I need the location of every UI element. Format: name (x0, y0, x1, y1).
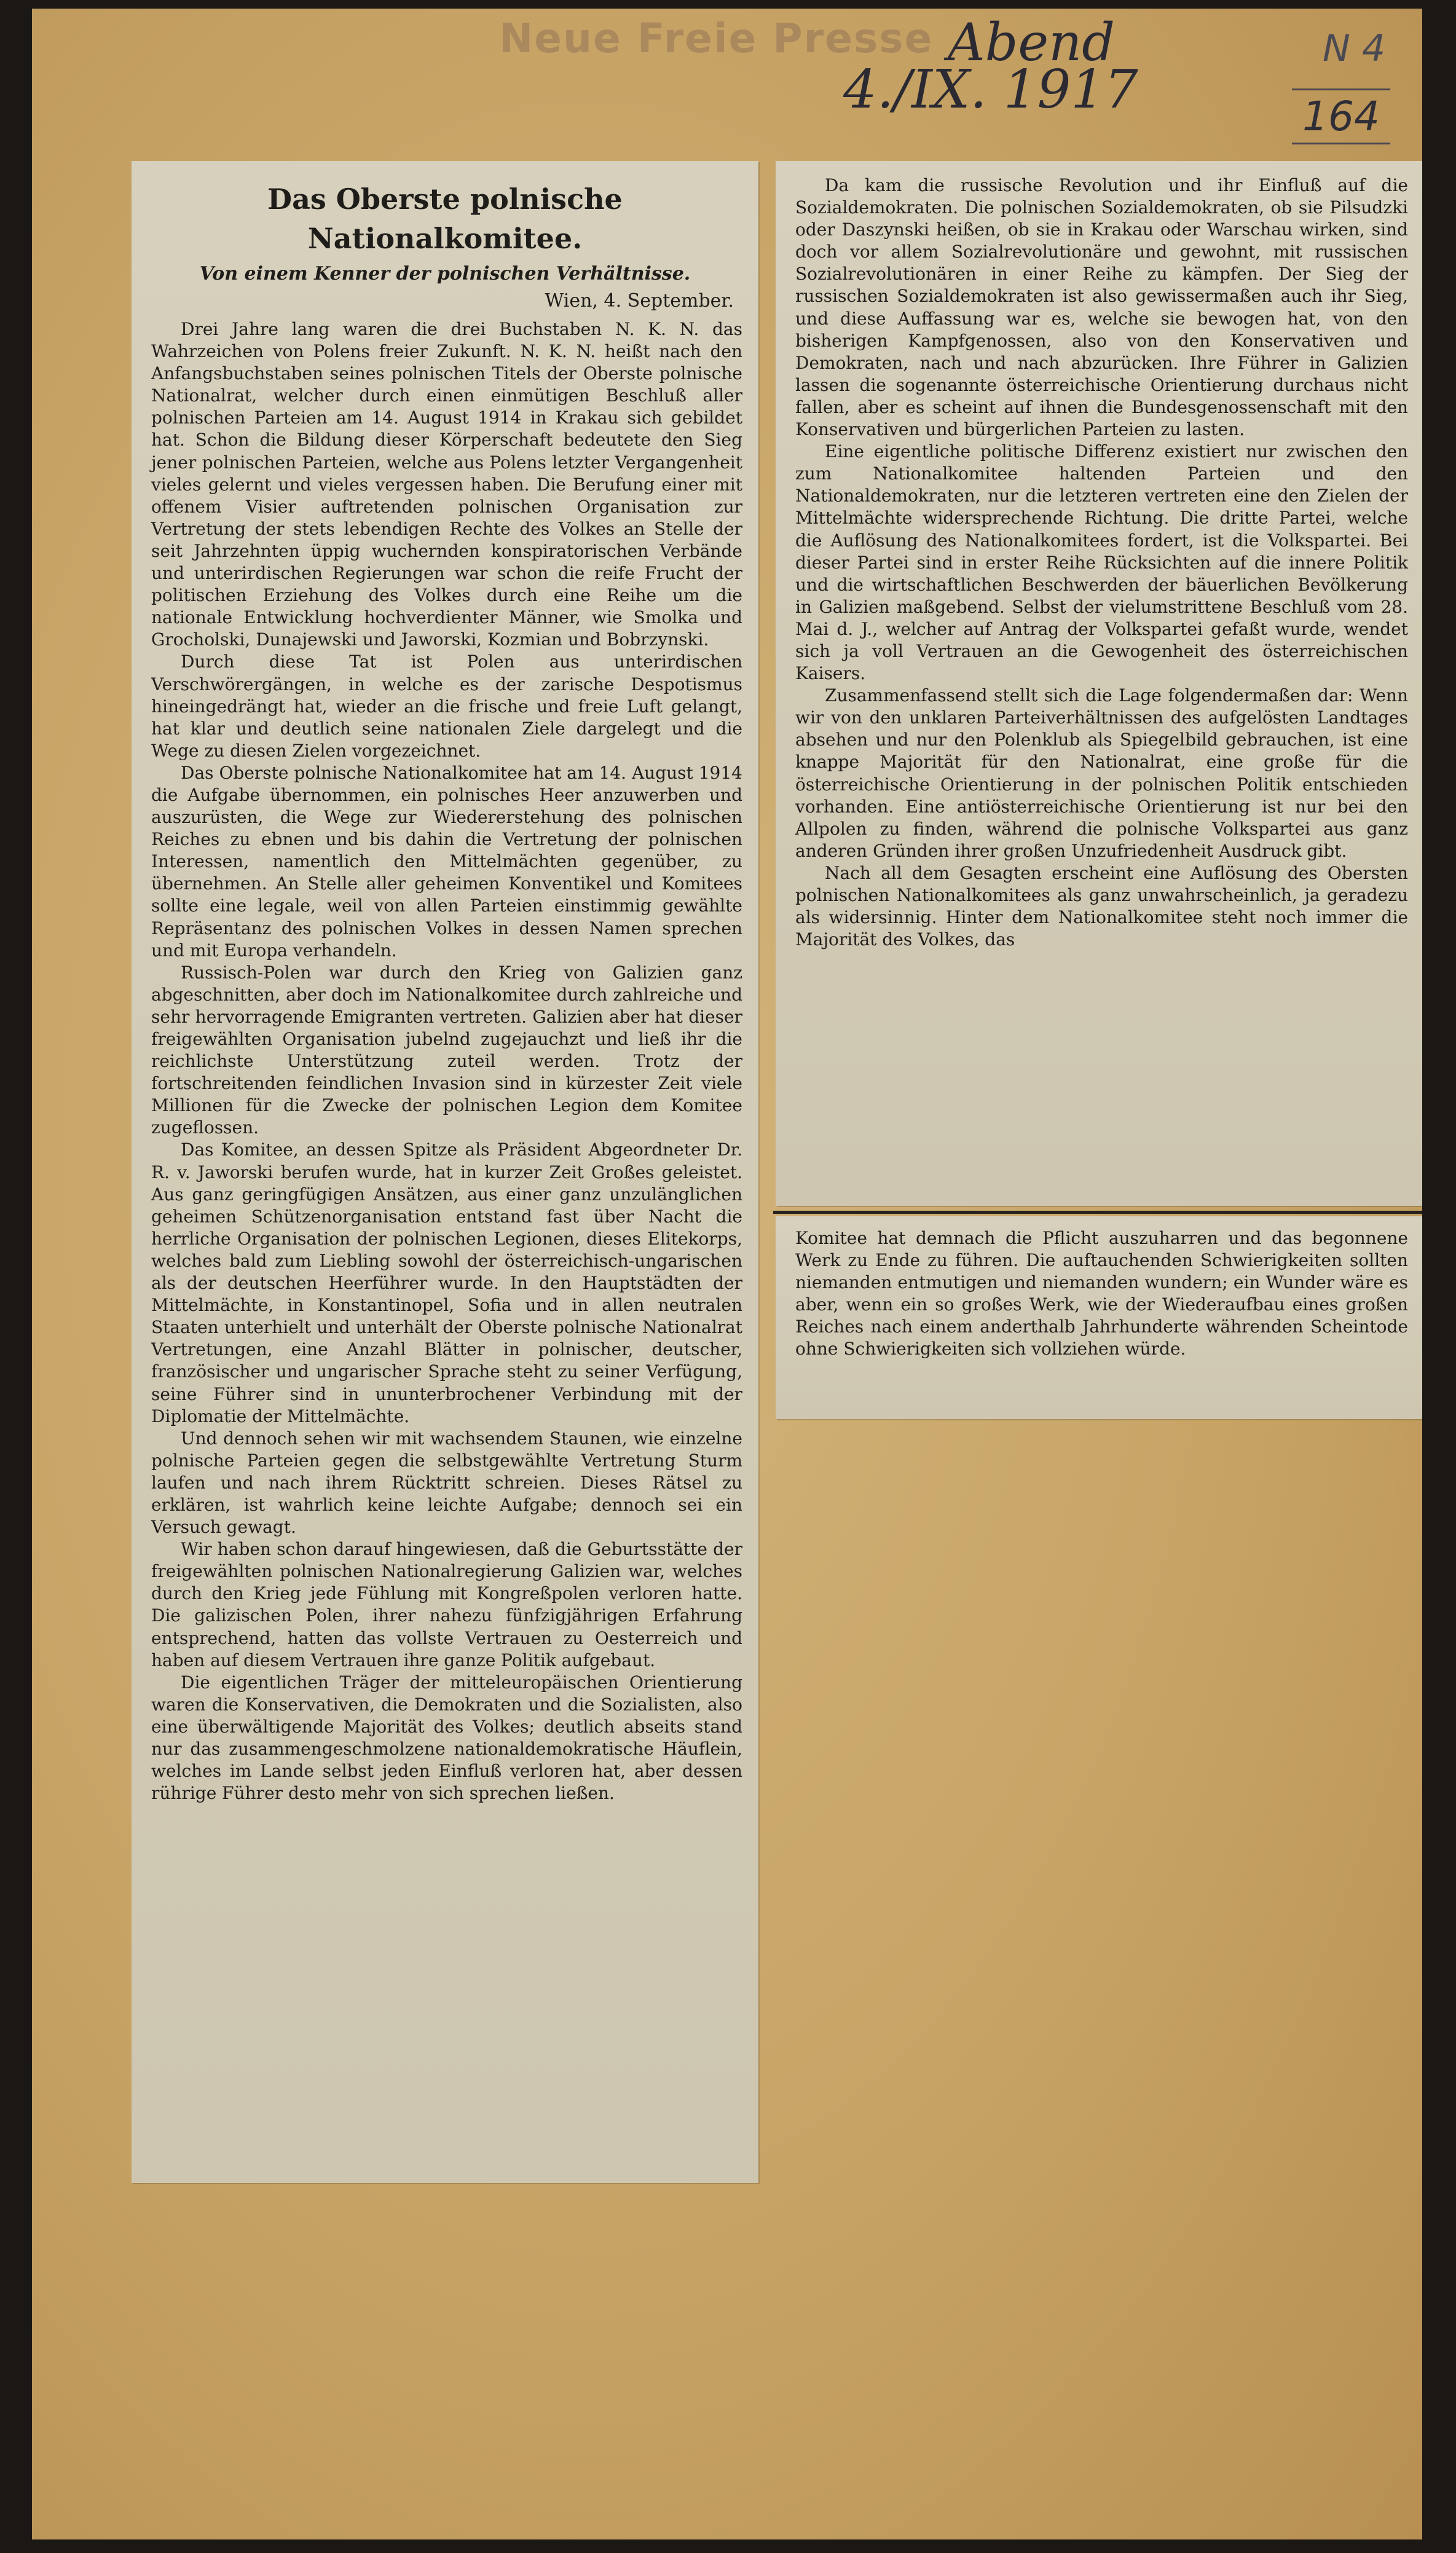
article-clipping-right (776, 161, 1422, 1206)
archive-handwritten-note: N 4 (1323, 27, 1386, 70)
paragraph: Die eigentlichen Träger der mitteleuropäischen Orientierung waren die Konservativen, die Demokraten und die Sozialisten, also eine überwältigende Majorität des Volkes; deutlich abseits stand nur das zusammengeschmolzene nationaldemokratische Häuflein, welches im Lande selbst jeden Einfluß verloren hat, aber dessen rührige Führer desto mehr von sich sprechen ließen. (151, 1672, 742, 1804)
paragraph: Durch diese Tat ist Polen aus unterirdischen Verschwörergängen, in welche es der zarische Despotismus hineingedrängt hat, wieder an die frische und freie Luft gelangt, hat klar und deutlich seine nationalen Ziele dargelegt und die Wege zu diesen Zielen vorgezeichnet. (151, 651, 742, 761)
date-handwritten-note: 4./IX. 1917 (843, 59, 1138, 120)
right-column (776, 161, 1422, 951)
paragraph: Zusammenfassend stellt sich die Lage folgendermaßen dar: Wenn wir von den unklaren Parteiverhältnissen des aufgelösten Landtages absehen und nur den Polenklub als Spiegelbild gebrauchen, ist eine knappe Majorität für den Nationalrat, eine große für die österreichische Orientierung in der polnischen Politik entschieden vorhanden. Eine antiösterreichische Orientierung ist nur bei den Allpolen zu finden, während die polnische Volkspartei aus ganz anderen Gründen ihrer großen Unzufriedenheit Ausdruck gibt. (795, 685, 1408, 861)
article-clipping-continuation (776, 1216, 1422, 1419)
article-dateline: Wien, 4. September. (545, 290, 734, 312)
folio-number: 164 (1292, 89, 1390, 144)
column-divider-rule (773, 1211, 1422, 1214)
left-column (132, 318, 758, 1804)
newspaper-stamp: Neue Freie Presse (499, 15, 934, 62)
archive-sheet (32, 9, 1422, 2539)
paragraph: Drei Jahre lang waren die drei Buchstaben N. K. N. das Wahrzeichen von Polens freier Zukunft. N. K. N. heißt nach den Anfangsbuchstaben seines polnischen Titels der Oberste polnische Nationalrat, welcher durch einen einmütigen Beschluß aller polnischen Parteien am 14. August 1914 in Krakau sich gebildet hat. Schon die Bildung dieser Körperschaft bedeutete den Sieg jener polnischen Parteien, welche aus Polens letzter Vergangenheit vieles gelernt und vieles vergessen haben. Die Berufung einer mit offenem Visier auftretenden polnischen Organisation zur Vertretung der stets lebendigen Rechte des Volkes an Stelle der seit Jahrzehnten üppig wuchernden konspiratorischen Verbände und unterirdischen Regierungen war schon die reife Frucht der politischen Erziehung des Volkes durch eine Reihe um die nationale Entwicklung hochverdienter Männer, wie Smolka und Grocholski, Dunajewski und Jaworski, Kozmian und Bobrzynski. (151, 319, 742, 650)
paragraph: Wir haben schon darauf hingewiesen, daß die Geburtsstätte der freigewählten polnischen Nationalregierung Galizien war, welches durch den Krieg jede Fühlung mit Kongreßpolen verloren hatte. Die galizischen Polen, ihrer nahezu fünfzigjährigen Erfahrung entsprechend, hatten das vollste Vertrauen zu Oesterreich und haben auf diesem Vertrauen ihre ganze Politik aufgebaut. (151, 1539, 742, 1670)
article-title: Das Oberste polnische Nationalkomitee. (267, 183, 623, 255)
article-byline: Von einem Kenner der polnischen Verhältnisse. (199, 263, 691, 285)
paragraph: Nach all dem Gesagten erscheint eine Auflösung des Obersten polnischen Nationalkomitees als ganz unwahrscheinlich, ja geradezu als widersinnig. Hinter dem Nationalkomitee steht noch immer die Majorität des Volkes, das (795, 862, 1408, 950)
paragraph: Das Komitee, an dessen Spitze als Präsident Abgeordneter Dr. R. v. Jaworski berufen wurde, hat in kurzer Zeit Großes geleistet. Aus ganz geringfügigen Ansätzen, aus einer ganz unzulänglichen geheimen Schützenorganisation entstand fast über Nacht die herrliche Organisation der polnischen Legionen, dieses Elitekorps, welches bald zum Liebling sowohl der österreichisch-ungarischen als der deutschen Heerführer wurde. In den Hauptstädten der Mittelmächte, in Konstantinopel, Sofia und in allen neutralen Staaten unterhielt und unterhält der Oberste polnische Nationalrat Vertretungen, eine Anzahl Blätter in polnischer, deutscher, französischer und ungarischer Sprache steht zu seiner Verfügung, seine Führer sind in ununterbrochener Verbindung mit der Diplomatie der Mittelmächte. (151, 1139, 742, 1426)
paragraph: Da kam die russische Revolution und ihr Einfluß auf die Sozialdemokraten. Die polnischen Sozialdemokraten, ob sie Pilsudzki oder Daszynski heißen, ob sie in Krakau oder Warschau wirken, sind doch vor allem Sozialrevolutionäre und gewohnt, mit russischen Sozialrevolutionären in einer Reihe zu kämpfen. Der Sieg der russischen Sozialdemokraten ist also gewissermaßen auch ihr Sieg, und diese Auffassung war es, welche sie bewogen hat, von den bisherigen Kampfgenossen, also von den Konservativen und Demokraten, nach und nach abzurücken. Ihre Führer in Galizien lassen die sogenannte österreichische Orientierung durchaus nicht fallen, aber es scheint auf ihnen die Bundesgenossenschaft mit den Konservativen und bürgerlichen Parteien zu lasten. (795, 175, 1408, 440)
article-clipping-left (132, 161, 758, 2183)
paragraph: Und dennoch sehen wir mit wachsendem Staunen, wie einzelne polnische Parteien gegen die selbstgewählte Vertretung Sturm laufen und nach ihrem Rücktritt schreien. Dieses Rätsel zu erklären, ist wahrlich keine leichte Aufgabe; dennoch sei ein Versuch gewagt. (151, 1428, 742, 1538)
continuation-column (776, 1216, 1422, 1361)
edition-handwritten-note: Abend (948, 12, 1116, 73)
paragraph: Russisch-Polen war durch den Krieg von Galizien ganz abgeschnitten, aber doch im Nationalkomitee durch zahlreiche und sehr hervorragende Emigranten vertreten. Galizien aber hat dieser freigewählten Organisation jubelnd zugejauchzt und ließ ihr die reichlichste Unterstützung zuteil werden. Trotz der fortschreitenden feindlichen Invasion sind in kürzester Zeit viele Millionen für die Zwecke der polnischen Legion dem Komitee zugeflossen. (151, 962, 742, 1138)
paragraph: Komitee hat demnach die Pflicht auszuharren und das begonnene Werk zu Ende zu führen. Die auftauchenden Schwierigkeiten sollten niemanden entmutigen und niemanden wundern; ein Wunder wäre es aber, wenn ein so großes Werk, wie der Wiederaufbau eines großen Reiches nach einem anderthalb Jahrhunderte währenden Scheintode ohne Schwierigkeiten sich vollziehen würde. (795, 1228, 1408, 1359)
paragraph: Eine eigentliche politische Differenz existiert nur zwischen den zum Nationalkomitee haltenden Parteien und den Nationaldemokraten, nur die letzteren vertreten eine den Zielen der Mittelmächte widersprechende Richtung. Die dritte Partei, welche die Auflösung des Nationalkomitees fordert, ist die Volkspartei. Bei dieser Partei sind in erster Reihe Rücksichten auf die innere Politik und die wirtschaftlichen Beschwerden der bäuerlichen Bevölkerung in Galizien maßgebend. Selbst der vielumstrittene Beschluß vom 28. Mai d. J., welcher auf Antrag der Volkspartei gefaßt wurde, wendet sich ja voll Vertrauen an die Gewogenheit des österreichischen Kaisers. (795, 441, 1408, 684)
paragraph: Das Oberste polnische Nationalkomitee hat am 14. August 1914 die Aufgabe übernommen, ein polnisches Heer anzuwerben und auszurüsten, die Wege zur Wiedererstehung des polnischen Reiches zu ebnen und bis dahin die Vertretung der polnischen Interessen, namentlich den Mittelmächten gegenüber, zu übernehmen. An Stelle aller geheimen Konventikel und Komitees sollte eine legale, weil von allen Parteien einstimmig gewählte Repräsentanz des polnischen Volkes in dessen Namen sprechen und mit Europa verhandeln. (151, 762, 742, 961)
